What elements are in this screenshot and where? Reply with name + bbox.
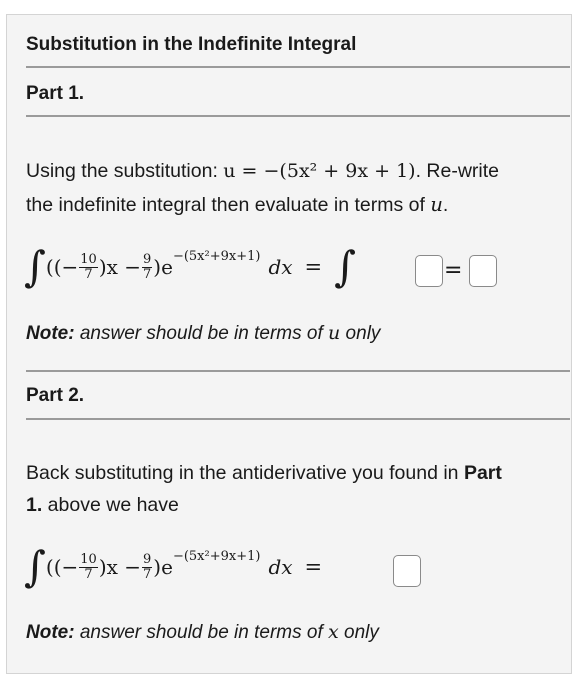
title-divider <box>26 66 570 68</box>
antiderivative-answer-input[interactable] <box>393 555 421 587</box>
equals-sign: = <box>304 255 323 279</box>
exponent: −(5x²+9x+1) <box>172 549 261 564</box>
integrand-close: )e <box>153 255 173 279</box>
problem-title: Substitution in the Indefinite Integral <box>26 34 357 55</box>
exponent: −(5x²+9x+1) <box>172 249 261 264</box>
part2-intro-line1: Back substituting in the antiderivative you found in Part <box>26 462 502 484</box>
differential-dx: dx <box>268 255 293 279</box>
differential-dx: dx <box>268 555 293 579</box>
integrand-open: ((− <box>45 255 79 279</box>
fraction-ten-sevenths: $\frac{10}{7}$ <box>80 251 97 282</box>
box-separator: = <box>444 258 463 283</box>
part2-heading: Part 2. <box>26 385 85 406</box>
answer-differential-input[interactable] <box>469 255 497 287</box>
part1-equation <box>24 243 356 291</box>
intro-prefix: Using the substitution: <box>26 160 224 182</box>
integral-sign: ∫ <box>24 242 46 291</box>
part1-divider <box>26 115 570 117</box>
part1-note: Note: answer should be in terms of u only <box>26 322 381 344</box>
problem-card <box>6 14 572 674</box>
intro-end: . <box>442 194 449 216</box>
part2-intro-line2: 1. above we have <box>26 494 179 516</box>
substitution-expression: u = −(5x² + 9x + 1) <box>223 160 416 182</box>
note-label: Note: <box>26 622 75 643</box>
part1-heading: Part 1. <box>26 83 85 104</box>
equals-sign: = <box>304 555 323 579</box>
part2-divider <box>26 418 570 420</box>
intro-var: u <box>430 193 443 216</box>
fraction-nine-sevenths: $\frac{9}{7}$ <box>143 551 152 582</box>
integral-sign: ∫ <box>24 542 46 591</box>
part2-top-divider <box>26 370 570 372</box>
part1-intro-line1 <box>26 154 499 188</box>
part2-equation: ∫ ((− $\frac{10}{7}$ )x − $\frac{9}{7}$ )e $^{-(5x^2+9x+1)}$ dx = <box>24 542 323 591</box>
answer-integrand-input[interactable] <box>415 255 443 287</box>
fraction-ten-sevenths: $\frac{10}{7}$ <box>80 551 97 582</box>
integrand-mid: )x − <box>98 255 142 279</box>
part1-intro-line2 <box>26 188 448 222</box>
answer-integral-sign: ∫ <box>334 242 357 291</box>
intro-mid: . Re-write <box>415 160 500 182</box>
note-label: Note: <box>26 323 75 344</box>
fraction-nine-sevenths: $\frac{9}{7}$ <box>143 251 152 282</box>
intro-line2: the indefinite integral then evaluate in terms of <box>26 194 431 216</box>
part2-note: Note: answer should be in terms of x only <box>26 621 379 643</box>
